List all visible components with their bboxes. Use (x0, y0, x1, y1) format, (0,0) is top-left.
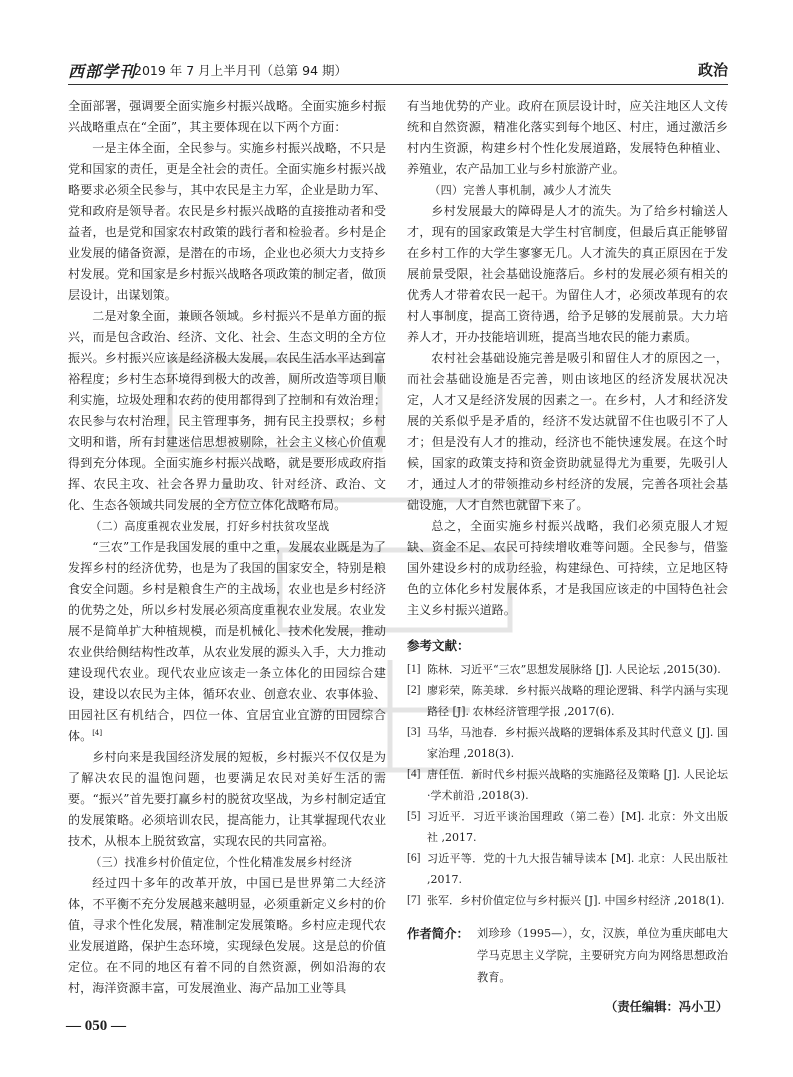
reference-text: 马华，马池春．乡村振兴战略的逻辑体系及其时代意义 [J]. 国家治理 ,2018(3). (427, 726, 728, 760)
body-paragraph (407, 348, 728, 516)
paragraph-text: 乡村发展最大的障碍是人才的流失。为了给乡村输送人才，现有的国家政策是大学生村官制度，但最后真正能够留在乡村工作的大学生寥寥无几。人才流失的真正原因在于发展前景受限，社会基础设施落后。乡村的发展必须有相关的优秀人才带着农民一起干。为留住人才，必须改革现有的农村人事制度，提高工资待遇，给予足够的发展前景。大力培养人才，开办技能培训班，提高当地农民的能力素质。 (407, 204, 728, 344)
reference-item (407, 659, 728, 680)
reference-item (407, 722, 728, 764)
paragraph-text: （四）完善人事机制，减少人才流失 (429, 184, 612, 197)
paragraph-text: 一是主体全面，全民参与。实施乡村振兴战略，不只是党和国家的责任，更是全社会的责任。全面实施乡村振兴战略要求必须全民参与，其中农民是主力军，企业是助力军、党和政府是领导者。农民是乡村振兴战略的直接推动者和受益者，也是党和国家农村政策的践行者和检验者。乡村是企业发展的储备资源，是潜在的市场，企业也必须大力支持乡村发展。党和国家是乡村振兴战略各项政策的制定者，做顶层设计，出谋划策。 (68, 141, 386, 302)
references-heading: 参考文献： (407, 638, 470, 653)
section-subheading (407, 180, 728, 201)
left-column (68, 96, 386, 999)
body-paragraph (407, 96, 728, 180)
body-paragraph (68, 138, 386, 306)
reference-text: 习近平．习近平谈治国理政（第二卷）[M]. 北京：外文出版社 ,2017. (427, 810, 728, 844)
editor-credit: （责任编辑：冯小卫） (605, 1000, 728, 1014)
paragraph-text: 乡村向来是我国经济发展的短板，乡村振兴不仅仅是为了解决农民的温饱问题，也要满足农民对美好生活的需要。“振兴”首先要打赢乡村的脱贫攻坚战，为乡村制定适宜的发展策略。必须培训农民，提高能力，让其掌握现代农业技术，从根本上脱贫致富，实现农民的共同富裕。 (68, 750, 386, 848)
paragraph-text: 全面部署，强调要全面实施乡村振兴战略。全面实施乡村振兴战略重点在“全面”，其主要体现在以下两个方面： (68, 99, 386, 134)
reference-number: [7] (407, 894, 421, 906)
paragraph-text: 总之，全面实施乡村振兴战略，我们必须克服人才短缺、资金不足、农民可持续增收难等问题。全民参与，借鉴国外建设乡村的成功经验，构建绿色、可持续，立足地区特色的立体化乡村发展体系，才是我国应该走的中国特色社会主义乡村振兴道路。 (407, 519, 728, 617)
author-text: 刘珍珍（1995—），女，汉族，单位为重庆邮电大学马克思主义学院，主要研究方向为网络思想政治教育。 (477, 927, 728, 984)
reference-item (407, 890, 728, 911)
reference-number: [2] (407, 684, 421, 696)
right-column-body (407, 96, 728, 621)
reference-text: 廖彩荣，陈美球．乡村振兴战略的理论逻辑、科学内涵与实现路径 [J]. 农林经济管理学报 ,2017(6). (427, 684, 728, 718)
reference-text: 陈林．习近平“三农”思想发展脉络 [J]. 人民论坛 ,2015(30). (427, 663, 721, 676)
section-subheading (68, 852, 386, 873)
reference-text: 唐任伍．新时代乡村振兴战略的实施路径及策略 [J]. 人民论坛·学术前沿 ,2018(3). (427, 768, 728, 802)
body-paragraph (68, 537, 386, 747)
body-paragraph (68, 873, 386, 999)
paragraph-text: 有当地优势的产业。政府在顶层设计时，应关注地区人文传统和自然资源，精准化落实到每个地区、村庄，通过激活乡村内生资源，构建乡村个性化发展道路，发展特色种植业、养殖业，农产品加工业与乡村旅游产业。 (407, 99, 728, 176)
reference-item (407, 764, 728, 806)
body-paragraph (68, 747, 386, 852)
body-paragraph (407, 201, 728, 348)
header-rule (68, 84, 728, 85)
author-bio (407, 923, 728, 989)
paragraph-text: 二是对象全面，兼顾各领域。乡村振兴不是单方面的振兴，而是包含政治、经济、文化、社会、生态文明的全方位振兴。乡村振兴应该是经济极大发展，农民生活水平达到富裕程度；乡村生态环境得到极大的改善，厕所改造等项目顺利实施，垃圾处理和农药的使用都得到了控制和有效治理；农民参与农村治理，民主管理事务，拥有民主投票权；乡村文明和谐，所有封建迷信思想被剔除，社会主义核心价值观得到充分体现。全面实施乡村振兴战略，就是要形成政府指挥、农民主攻、社会各界力量助攻、针对经济、政治、文化、生态各领域共同发展的全方位立体化战略布局。 (68, 309, 386, 512)
reference-text: 张军．乡村价值定位与乡村振兴 [J]. 中国乡村经济 ,2018(1). (427, 894, 725, 907)
section-subheading (68, 516, 386, 537)
reference-number: [1] (407, 663, 421, 675)
body-paragraph (68, 306, 386, 516)
reference-number: [5] (407, 810, 421, 822)
body-paragraph (68, 96, 386, 138)
journal-logo: 西部学刊 (68, 62, 137, 81)
right-column (407, 96, 728, 1018)
issue-info: 2019 年 7 月上半月刊（总第 94 期） (134, 63, 348, 78)
reference-item (407, 680, 728, 722)
author-label: 作者简介： (407, 926, 469, 941)
reference-number: [4] (407, 768, 421, 780)
reference-text: 习近平等．党的十九大报告辅导读本 [M]. 北京：人民出版社 ,2017. (427, 852, 728, 886)
references-list (407, 659, 728, 911)
section-label: 政治 (697, 61, 728, 79)
paragraph-text: （二）高度重视农业发展，打好乡村扶贫攻坚战 (90, 520, 330, 533)
page-header (68, 58, 728, 84)
page-number: — 050 — (66, 1018, 126, 1034)
paragraph-text: 经过四十多年的改革开放，中国已是世界第二大经济体，不平衡不充分发展越来越明显，必须重新定义乡村的价值，寻求个性化发展，精准制定发展策略。乡村应走现代农业发展道路，保护生态环境，实现绿色发展。这是总的价值定位。在不同的地区有着不同的自然资源，例如沿海的农村，海洋资源丰富，可发展渔业、海产品加工业等具 (68, 876, 386, 995)
reference-item (407, 806, 728, 848)
paragraph-text: 农村社会基础设施完善是吸引和留住人才的原因之一，而社会基础设施是否完善，则由该地区的经济发展状况决定，人才又是经济发展的因素之一。在乡村，人才和经济发展的关系似乎是矛盾的，经济不发达就留不住也吸引不了人才；但是没有人才的推动，经济也不能快速发展。在这个时候，国家的政策支持和资金资助就显得尤为重要，先吸引人才，通过人才的带领推动乡村经济的发展，完善各项社会基础设施，人才自然也就留下来了。 (407, 351, 728, 512)
paragraph-text: （三）找准乡村价值定位，个性化精准发展乡村经济 (90, 856, 353, 869)
reference-number: [6] (407, 852, 421, 864)
reference-item (407, 848, 728, 890)
reference-number: [3] (407, 726, 421, 738)
body-paragraph (407, 516, 728, 621)
citation-marker: [4] (92, 728, 103, 737)
paragraph-text: “三农”工作是我国发展的重中之重，发展农业既是为了发挥乡村的经济优势，也是为了我国的国家安全，特别是粮食安全问题。乡村是粮食生产的主战场，农业也是乡村经济的优势之处，所以乡村发展必须高度重视农业发展。农业发展不是简单扩大种植规模，而是机械化、技术化发展，推动农业供给侧结构性改革，从农业发展的源头入手，大力推动建设现代农业。现代农业应该走一条立体化的田园综合建设，建设以农民为主体，循环农业、创意农业、农事体验、田园社区有机结合，四位一体、宜居宜业宜游的田园综合体。 (68, 540, 386, 743)
